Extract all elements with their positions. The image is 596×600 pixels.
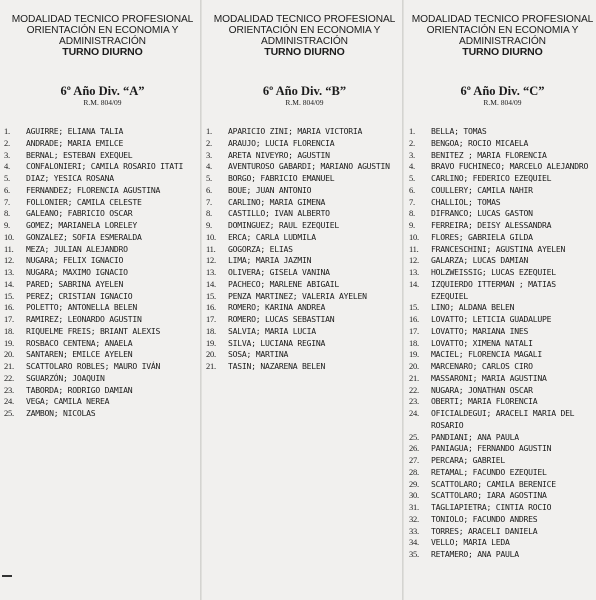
student-name: BENITEZ ; MARIA FLORENCIA: [431, 149, 547, 160]
student-number: 1.: [409, 126, 415, 136]
student-number: 17.: [206, 314, 216, 324]
list-item: [403, 443, 596, 455]
student-name: CASTILLO; IVAN ALBERTO: [228, 208, 330, 219]
header-modalidad: MODALIDAD TECNICO PROFESIONAL: [411, 14, 594, 25]
student-name: FLORES; GABRIELA GILDA: [431, 231, 533, 242]
student-number: 21.: [206, 361, 216, 371]
student-name: LINO; ALDANA BELEN: [431, 302, 515, 313]
student-number: 19.: [206, 337, 216, 348]
student-name: GONZALEZ; SOFIA ESMERALDA: [26, 231, 142, 242]
list-item: [403, 126, 596, 138]
student-number: 20.: [409, 361, 419, 371]
student-number: 24.: [409, 408, 419, 418]
student-number: 14.: [409, 278, 419, 289]
list-item: [201, 208, 403, 220]
student-number: 18.: [4, 325, 14, 336]
student-number: 30.: [409, 490, 419, 501]
list-item: [201, 314, 403, 326]
student-number: 8.: [206, 208, 212, 219]
student-number: 10.: [206, 231, 216, 242]
list-item: [0, 373, 201, 385]
student-name: FRANCESCHINI; AGUSTINA AYELEN: [431, 243, 566, 254]
list-item: [0, 396, 201, 408]
student-number: 5.: [409, 173, 415, 183]
list-item: [201, 338, 403, 350]
paper-fold-divider: [200, 0, 202, 600]
student-name: LOVATTO; LETICIA GUADALUPE: [431, 314, 552, 324]
list-item: [0, 267, 201, 279]
student-name: MASSARONI; MARIA AGUSTINA: [431, 372, 547, 383]
list-item: [0, 244, 201, 256]
student-number: 7.: [206, 196, 212, 207]
student-name: SCATTOLARO ROBLES; MAURO IVÁN: [26, 361, 161, 371]
header-turno: TURNO DIURNO: [462, 46, 543, 58]
list-item: [0, 408, 201, 420]
header-orientacion: ORIENTACIÓN EN ECONOMIA Y: [228, 25, 381, 36]
list-item: [403, 279, 596, 303]
student-number: 15.: [409, 302, 419, 313]
student-name: COULLERY; CAMILA NAHIR: [431, 184, 533, 195]
student-name: SGUARZÓN; JOAQUIN: [26, 372, 105, 383]
list-item: [201, 232, 403, 244]
header-turno: TURNO DIURNO: [264, 46, 345, 58]
column-header: [409, 0, 596, 74]
list-item: [403, 302, 596, 314]
student-name: RAMIREZ; LEONARDO AGUSTIN: [26, 314, 142, 324]
student-number: 21.: [4, 361, 14, 371]
list-item: [0, 161, 201, 173]
student-name: MARCENARO; CARLOS CIRO: [431, 361, 533, 371]
student-number: 20.: [206, 349, 216, 360]
student-name: LOVATTO; XIMENA NATALI: [431, 337, 533, 348]
student-name: IZQUIERDO ITTERMAN ; MATIAS EZEQUIEL: [431, 278, 556, 301]
student-number: 3.: [4, 149, 10, 160]
student-name: LOVATTO; MARIANA INES: [431, 325, 529, 336]
student-number: 18.: [206, 325, 216, 336]
student-name: PANIAGUA; FERNANDO AGUSTIN: [431, 443, 552, 454]
student-number: 25.: [4, 408, 14, 418]
list-item: [0, 255, 201, 267]
student-name: ZAMBON; NICOLAS: [26, 408, 96, 418]
student-name: MEZA; JULIAN ALEJANDRO: [26, 243, 128, 254]
header-administracion: ADMINISTRACIÓN: [459, 36, 546, 47]
student-name: RETAMERO; ANA PAULA: [431, 549, 519, 559]
student-number: 9.: [206, 220, 212, 230]
student-number: 22.: [4, 372, 14, 383]
student-number: 7.: [4, 196, 10, 207]
student-name: SOSA; MARTINA: [228, 349, 289, 360]
list-item: [201, 138, 403, 150]
student-name: GALARZA; LUCAS DAMIAN: [431, 255, 529, 266]
list-item: [403, 479, 596, 491]
student-name: BRAVO FUCHINECO; MARCELO ALEJANDRO: [431, 161, 589, 172]
header-modalidad: MODALIDAD TECNICO PROFESIONAL: [213, 14, 396, 25]
student-number: 2.: [206, 137, 212, 148]
list-item: [201, 185, 403, 197]
student-number: 1.: [206, 126, 212, 136]
student-name: PANDIANI; ANA PAULA: [431, 431, 519, 442]
list-item: [403, 161, 596, 173]
student-name: SILVA; LUCIANA REGINA: [228, 337, 326, 348]
list-item: [0, 232, 201, 244]
header-turno: TURNO DIURNO: [62, 46, 143, 58]
list-item: [403, 526, 596, 538]
header-administracion: ADMINISTRACIÓN: [59, 36, 146, 47]
list-item: [201, 197, 403, 209]
student-number: 23.: [409, 396, 419, 407]
student-number: 21.: [409, 372, 419, 383]
list-item: [403, 267, 596, 279]
student-number: 14.: [4, 278, 14, 289]
list-item: [201, 161, 403, 173]
list-item: [403, 361, 596, 373]
student-list: [403, 126, 596, 561]
list-item: [201, 220, 403, 232]
student-number: 28.: [409, 466, 419, 477]
student-name: TASIN; NAZARENA BELEN: [228, 361, 326, 371]
student-name: CARLINO; MARIA GIMENA: [228, 196, 326, 207]
student-number: 31.: [409, 502, 419, 512]
student-number: 23.: [4, 384, 14, 395]
student-name: AGUIRRE; ELIANA TALIA: [26, 126, 124, 136]
student-list: [201, 126, 403, 373]
student-name: SANTAREN; EMILCE AYELEN: [26, 349, 133, 360]
student-name: PACHECO; MARLENE ABIGAIL: [228, 278, 339, 289]
student-name: VELLO; MARIA LEDA: [431, 537, 510, 548]
list-item: [0, 338, 201, 350]
student-name: TONIOLO; FACUNDO ANDRES: [431, 513, 538, 524]
list-item: [201, 150, 403, 162]
list-item: [403, 314, 596, 326]
student-number: 8.: [4, 208, 10, 219]
resolution-number: R.M. 804/09: [83, 98, 122, 107]
student-list: [0, 126, 201, 420]
student-number: 27.: [409, 455, 419, 465]
student-number: 5.: [4, 173, 10, 183]
student-name: ROMERO; KARINA ANDREA: [228, 302, 326, 313]
list-item: [0, 385, 201, 397]
student-number: 11.: [409, 243, 419, 254]
list-item: [403, 185, 596, 197]
student-name: FERREIRA; DEISY ALESSANDRA: [431, 220, 552, 230]
student-name: FERNANDEZ; FLORENCIA AGUSTINA: [26, 184, 161, 195]
list-item: [403, 396, 596, 408]
student-name: TABORDA; RODRIGO DAMIAN: [26, 384, 133, 395]
list-item: [403, 455, 596, 467]
student-name: POLETTO; ANTONELLA BELEN: [26, 302, 137, 313]
student-number: 22.: [409, 384, 419, 395]
student-number: 16.: [409, 314, 419, 324]
list-item: [0, 291, 201, 303]
list-item: [403, 150, 596, 162]
column-division-c: [403, 0, 596, 600]
student-name: ARETA NIVEYRO; AGUSTIN: [228, 149, 330, 160]
list-item: [403, 197, 596, 209]
list-item: [0, 326, 201, 338]
list-item: [403, 502, 596, 514]
list-item: [403, 138, 596, 150]
student-number: 4.: [4, 161, 10, 172]
student-number: 11.: [206, 243, 216, 254]
list-item: [403, 432, 596, 444]
list-item: [0, 197, 201, 209]
student-number: 33.: [409, 525, 419, 536]
student-name: VEGA; CAMILA NEREA: [26, 396, 110, 407]
resolution-number: R.M. 804/09: [483, 98, 522, 107]
student-number: 32.: [409, 513, 419, 524]
student-name: SCATTOLARO; IARA AGOSTINA: [431, 490, 547, 501]
list-item: [403, 208, 596, 220]
student-name: LIMA; MARIA JAZMIN: [228, 255, 312, 266]
student-number: 26.: [409, 443, 419, 454]
student-name: NUGARA; MAXIMO IGNACIO: [26, 267, 128, 277]
student-name: BORGO; FABRICIO EMANUEL: [228, 173, 335, 183]
list-item: [403, 467, 596, 479]
list-item: [0, 173, 201, 185]
student-number: 35.: [409, 549, 419, 559]
student-name: BOUE; JUAN ANTONIO: [228, 184, 312, 195]
student-name: OFICIALDEGUI; ARACELI MARIA DEL ROSARIO: [431, 408, 575, 430]
student-name: RIQUELME FREIS; BRIANT ALEXIS: [26, 325, 161, 336]
student-number: 4.: [409, 161, 415, 172]
list-item: [403, 244, 596, 256]
student-number: 17.: [4, 314, 14, 324]
list-item: [201, 255, 403, 267]
student-name: ARAUJO; LUCIA FLORENCIA: [228, 137, 335, 148]
student-number: 6.: [409, 184, 415, 195]
division-title: 6º Año Div. “B”: [262, 84, 347, 98]
list-item: [403, 490, 596, 502]
student-number: 9.: [4, 220, 10, 230]
header-orientacion: ORIENTACIÓN EN ECONOMIA Y: [426, 25, 579, 36]
list-item: [403, 255, 596, 267]
student-name: PARED; SABRINA AYELEN: [26, 278, 124, 289]
list-item: [403, 385, 596, 397]
student-number: 2.: [4, 137, 10, 148]
list-item: [0, 220, 201, 232]
student-name: DIFRANCO; LUCAS GASTON: [431, 208, 533, 219]
list-item: [403, 408, 596, 432]
list-item: [0, 349, 201, 361]
student-name: OLIVERA; GISELA VANINA: [228, 267, 330, 277]
student-number: 3.: [206, 149, 212, 160]
list-item: [0, 208, 201, 220]
column-division-a: [0, 0, 201, 600]
student-number: 12.: [4, 255, 14, 266]
student-number: 2.: [409, 137, 415, 148]
list-item: [201, 173, 403, 185]
student-number: 16.: [206, 302, 216, 313]
student-number: 15.: [4, 290, 14, 301]
student-name: FOLLONIER; CAMILA CELESTE: [26, 196, 142, 207]
student-name: GOGORZA; ELIAS: [228, 243, 293, 254]
student-name: PERCARA; GABRIEL: [431, 455, 505, 465]
list-item: [403, 326, 596, 338]
student-name: TORRES; ARACELI DANIELA: [431, 525, 538, 536]
student-number: 19.: [409, 349, 419, 360]
header-orientacion: ORIENTACIÓN EN ECONOMIA Y: [26, 25, 179, 36]
division-title: 6º Año Div. “A”: [60, 84, 145, 98]
student-name: OBERTI; MARIA FLORENCIA: [431, 396, 538, 407]
student-number: 12.: [206, 255, 216, 266]
student-name: CARLINO; FEDERICO EZEQUIEL: [431, 173, 552, 183]
list-item: [0, 314, 201, 326]
column-header: [4, 0, 201, 74]
division-title: 6º Año Div. “C”: [460, 84, 545, 98]
student-number: 7.: [409, 196, 415, 207]
list-item: [201, 302, 403, 314]
student-name: ANDRADE; MARIA EMILCE: [26, 137, 124, 148]
student-number: 16.: [4, 302, 14, 313]
header-administracion: ADMINISTRACIÓN: [261, 36, 348, 47]
student-number: 13.: [409, 267, 419, 277]
list-item: [0, 138, 201, 150]
student-number: 8.: [409, 208, 415, 219]
student-number: 11.: [4, 243, 14, 254]
list-item: [201, 349, 403, 361]
list-item: [403, 514, 596, 526]
student-number: 34.: [409, 537, 419, 548]
list-item: [0, 126, 201, 138]
student-name: NUGARA; FELIX IGNACIO: [26, 255, 124, 266]
list-item: [201, 126, 403, 138]
list-item: [0, 185, 201, 197]
student-name: CHALLIOL; TOMAS: [431, 196, 501, 207]
student-name: DOMINGUEZ; RAUL EZEQUIEL: [228, 220, 339, 230]
student-number: 14.: [206, 278, 216, 289]
student-number: 29.: [409, 478, 419, 489]
column-header: [206, 0, 403, 74]
student-number: 15.: [206, 290, 216, 301]
student-name: NUGARA; JONATHAN OSCAR: [431, 384, 533, 395]
paper-fold-divider: [402, 0, 404, 600]
list-item: [201, 361, 403, 373]
student-name: TAGLIAPIETRA; CINTIA ROCIO: [431, 502, 552, 512]
list-item: [201, 244, 403, 256]
list-item: [403, 173, 596, 185]
student-number: 13.: [4, 267, 14, 277]
list-item: [201, 279, 403, 291]
student-number: 13.: [206, 267, 216, 277]
student-name: GOMEZ; MARIANELA LORELEY: [26, 220, 137, 230]
list-item: [403, 349, 596, 361]
student-number: 24.: [4, 396, 14, 407]
student-number: 18.: [409, 337, 419, 348]
student-number: 6.: [4, 184, 10, 195]
student-number: 10.: [4, 231, 14, 242]
list-item: [403, 549, 596, 561]
student-name: CONFALONIERI; CAMILA ROSARIO ITATI: [26, 161, 184, 172]
list-item: [403, 220, 596, 232]
list-item: [403, 373, 596, 385]
student-name: PEREZ; CRISTIAN IGNACIO: [26, 290, 133, 301]
student-name: SCATTOLARO; CAMILA BERENICE: [431, 478, 556, 489]
list-item: [403, 537, 596, 549]
student-number: 10.: [409, 231, 419, 242]
student-name: RETAMAL; FACUNDO EZEQUIEL: [431, 466, 547, 477]
student-name: BELLA; TOMAS: [431, 126, 487, 136]
student-number: 9.: [409, 220, 415, 230]
student-name: AVENTUROSO GABARDI; MARIANO AGUSTIN: [228, 161, 390, 172]
student-number: 1.: [4, 126, 10, 136]
list-item: [201, 326, 403, 338]
student-name: ROSBACO CENTENA; ANAELA: [26, 337, 133, 348]
student-number: 20.: [4, 349, 14, 360]
list-item: [403, 232, 596, 244]
student-number: 6.: [206, 184, 212, 195]
resolution-number: R.M. 804/09: [285, 98, 324, 107]
header-modalidad: MODALIDAD TECNICO PROFESIONAL: [11, 14, 194, 25]
list-item: [201, 291, 403, 303]
student-number: 4.: [206, 161, 212, 172]
student-number: 12.: [409, 255, 419, 266]
student-name: ERCA; CARLA LUDMILA: [228, 231, 316, 242]
student-name: DIAZ; YESICA ROSANA: [26, 173, 114, 183]
student-number: 5.: [206, 173, 212, 183]
student-number: 3.: [409, 149, 415, 160]
column-division-b: [201, 0, 403, 600]
student-name: APARICIO ZINI; MARIA VICTORIA: [228, 126, 363, 136]
list-item: [0, 361, 201, 373]
student-name: BERNAL; ESTEBAN EXEQUEL: [26, 149, 133, 160]
list-item: [0, 279, 201, 291]
list-item: [403, 338, 596, 350]
list-item: [0, 302, 201, 314]
student-name: MACIEL; FLORENCIA MAGALI: [431, 349, 542, 360]
student-name: HOLZWEISSIG; LUCAS EZEQUIEL: [431, 267, 556, 277]
student-name: PENZA MARTINEZ; VALERIA AYELEN: [228, 290, 367, 301]
student-name: BENGOA; ROCIO MICAELA: [431, 137, 529, 148]
student-name: ROMERO; LUCAS SEBASTIAN: [228, 314, 335, 324]
student-number: 25.: [409, 431, 419, 442]
edge-mark: [2, 575, 12, 577]
student-number: 19.: [4, 337, 14, 348]
list-item: [0, 150, 201, 162]
student-name: SALVIA; MARIA LUCIA: [228, 325, 316, 336]
student-name: GALEANO; FABRICIO OSCAR: [26, 208, 133, 219]
student-number: 17.: [409, 325, 419, 336]
list-item: [201, 267, 403, 279]
